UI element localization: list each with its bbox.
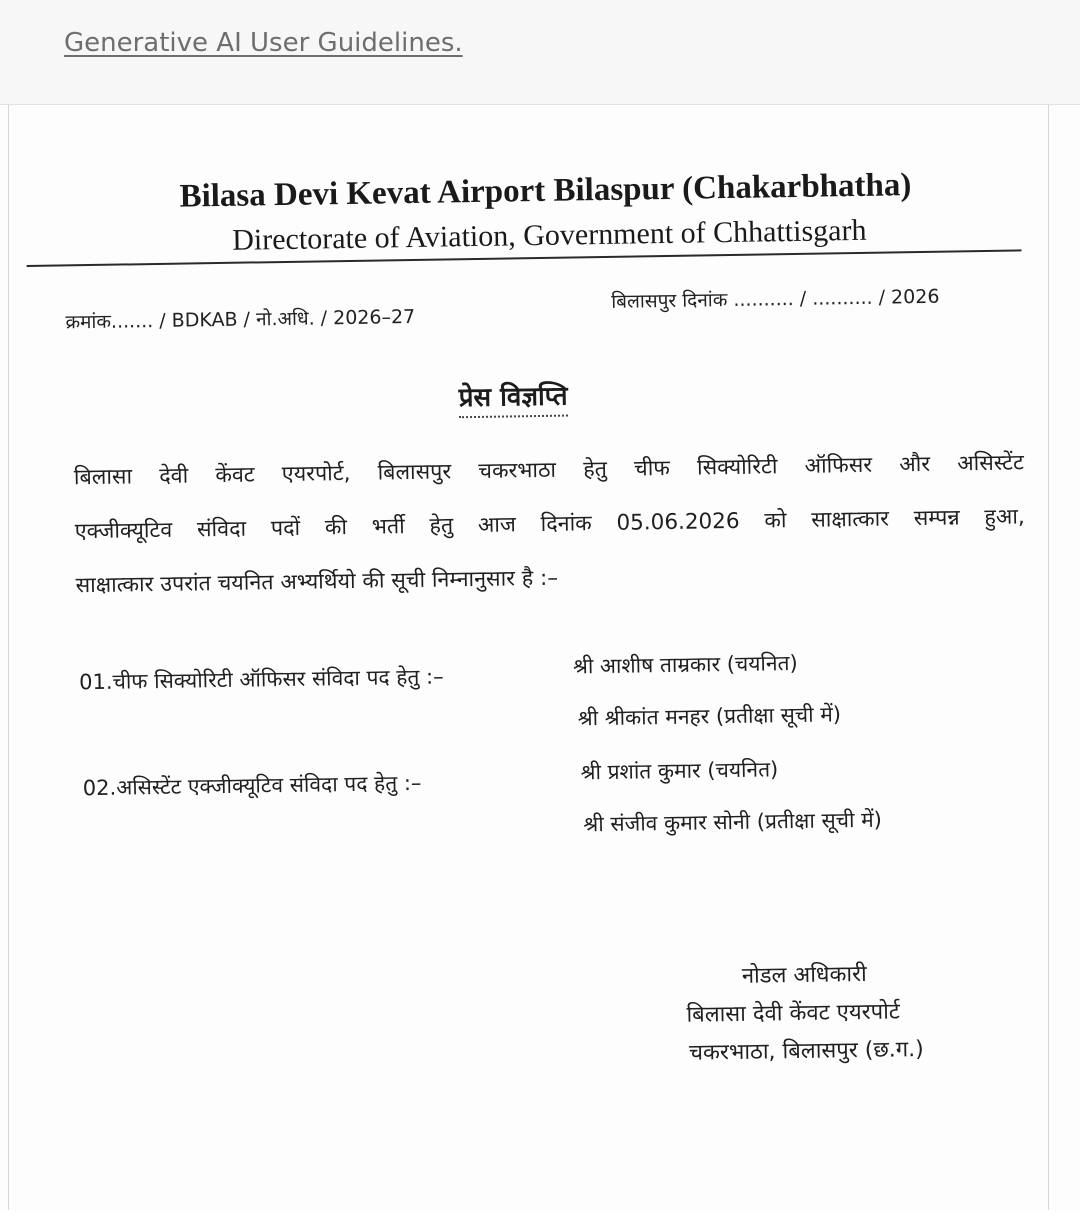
position-1-label: 01.चीफ सिक्योरिटी ऑफिसर संविदा पद हेतु :– [78, 664, 444, 695]
press-release-heading: प्रेस विज्ञप्ति [458, 377, 567, 419]
position-1-candidate-2: श्री श्रीकांत मनहर (प्रतीक्षा सूची में) [577, 702, 842, 731]
body-line-1: बिलासा देवी केंवट एयरपोर्ट, बिलासपुर चकरभाठा हेतु चीफ सिक्योरिटी ऑफिसर और असिस्टेंट [73, 450, 1025, 491]
signatory-place: चकरभाठा, बिलासपुर (छ.ग.) [688, 1037, 924, 1066]
document-title: Bilasa Devi Kevat Airport Bilaspur (Chakarbhatha) [179, 167, 912, 215]
position-1-candidate-1: श्री आशीष ताम्रकार (चयनित) [572, 650, 798, 679]
position-2-label: 02.असिस्टेंट एक्जीक्यूटिव संविदा पद हेतु :– [82, 770, 422, 801]
guidelines-link[interactable]: Generative AI User Guidelines. [64, 28, 463, 58]
date-line: बिलासपुर दिनांक .......... / .......... / 2026 [611, 285, 940, 313]
reference-number: क्रमांक....... / BDKAB / नो.अधि. / 2026–27 [65, 305, 416, 334]
position-2-candidate-1: श्री प्रशांत कुमार (चयनित) [580, 757, 779, 785]
top-bar [0, 0, 1080, 105]
signatory-designation: नोडल अधिकारी [741, 961, 867, 989]
body-line-2: एक्जीक्यूटिव संविदा पदों की भर्ती हेतु आज दिनांक 05.06.2026 को साक्षात्कार सम्पन्न हुआ, [74, 504, 1025, 545]
signatory-office: बिलासा देवी केंवट एयरपोर्ट [686, 999, 901, 1028]
document-subtitle: Directorate of Aviation, Government of Chhattisgarh [231, 213, 867, 257]
document-content [0, 97, 1080, 1218]
position-2-candidate-2: श्री संजीव कुमार सोनी (प्रतीक्षा सूची में) [583, 807, 883, 837]
document-image [0, 105, 1080, 1210]
body-line-3: साक्षात्कार उपरांत चयनित अभ्यर्थियो की सूची निम्नानुसार है :– [75, 565, 559, 599]
